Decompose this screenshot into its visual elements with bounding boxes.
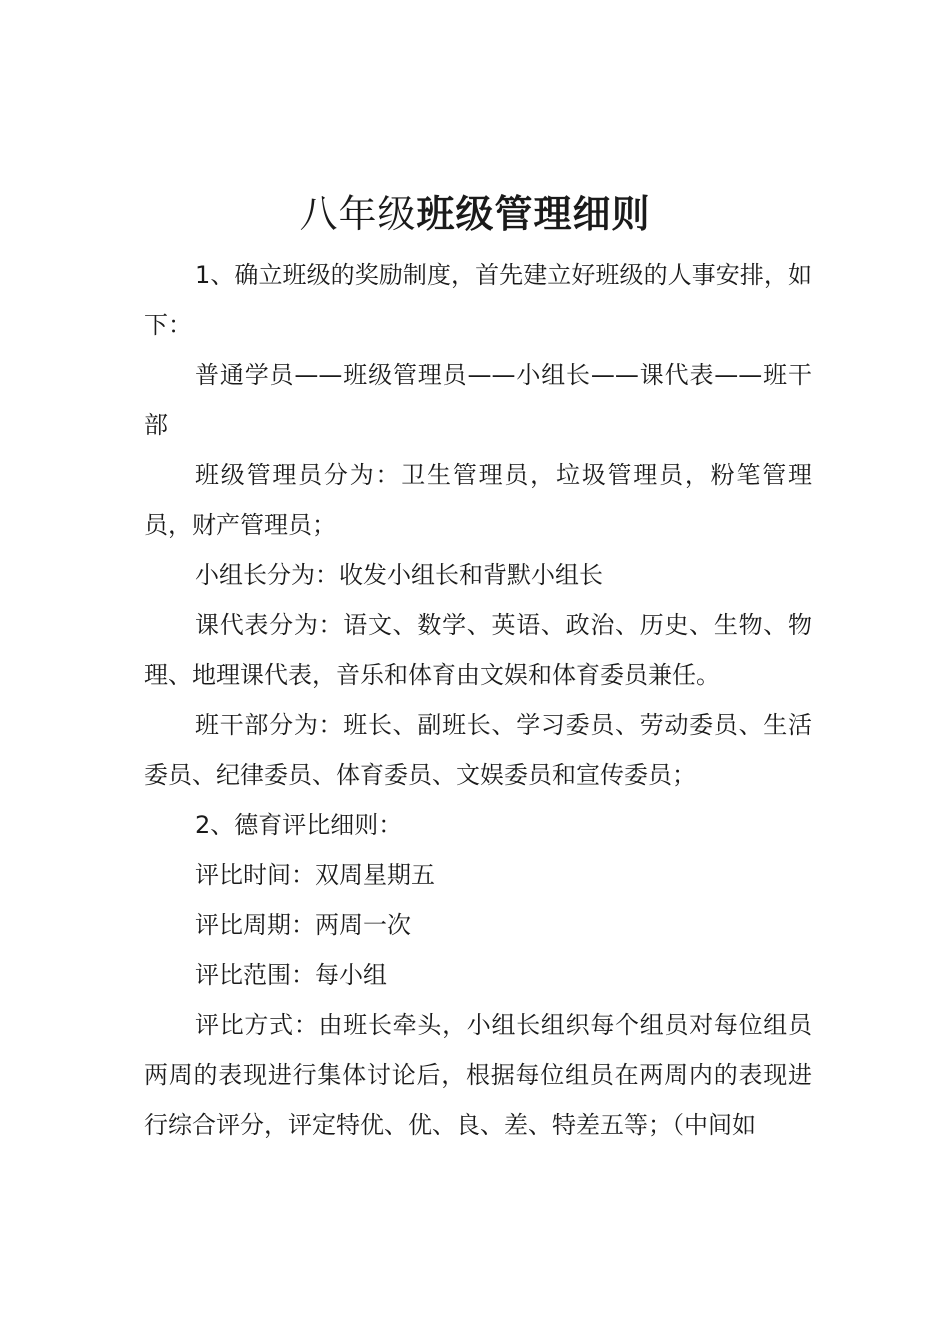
paragraph-evaluation-cycle: 评比周期：两周一次 bbox=[195, 911, 411, 939]
paragraph-evaluation-scope: 评比范围：每小组 bbox=[195, 961, 387, 989]
paragraph-personnel-intro: 1、确立班级的奖励制度，首先建立好班级的人事安排，如下： bbox=[144, 261, 812, 339]
paragraph-class-cadres: 班干部分为：班长、副班长、学习委员、劳动委员、生活委员、纪律委员、体育委员、文娱委员和宣传委员； bbox=[144, 711, 812, 789]
paragraph-moral-rules-heading: 2、德育评比细则： bbox=[195, 811, 403, 839]
paragraph-class-managers: 班级管理员分为：卫生管理员，垃圾管理员，粉笔管理员，财产管理员； bbox=[144, 461, 812, 539]
paragraph-hierarchy: 普通学员——班级管理员——小组长——课代表——班干部 bbox=[144, 361, 812, 439]
title-main: 班级管理细则 bbox=[416, 192, 651, 236]
paragraph-subject-reps: 课代表分为：语文、数学、英语、政治、历史、生物、物理、地理课代表，音乐和体育由文娱和体育委员兼任。 bbox=[144, 611, 812, 689]
title-grade: 八年级 bbox=[299, 192, 417, 236]
paragraph-group-leaders: 小组长分为：收发小组长和背默小组长 bbox=[195, 561, 603, 589]
paragraph-evaluation-method: 评比方式：由班长牵头，小组长组织每个组员对每位组员两周的表现进行集体讨论后，根据每位组员在两周内的表现进行综合评分，评定特优、优、良、差、特差五等；（中间如 bbox=[144, 1011, 812, 1139]
paragraph-evaluation-time: 评比时间：双周星期五 bbox=[195, 861, 435, 889]
document-title bbox=[0, 186, 950, 242]
document-body bbox=[144, 250, 812, 1150]
